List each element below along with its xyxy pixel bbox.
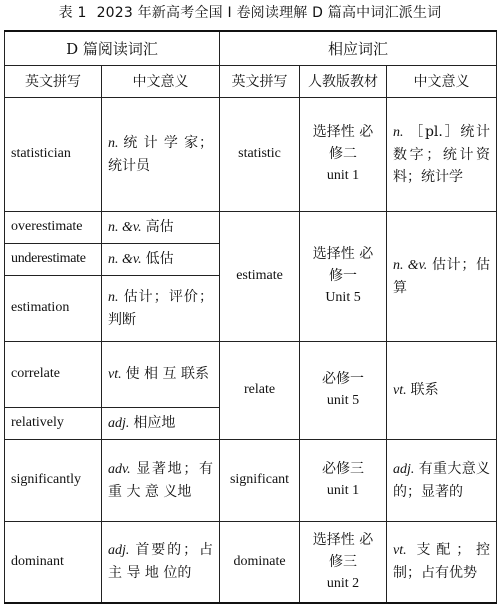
reading-word: significantly bbox=[5, 439, 102, 521]
textbook-book: 必修一 bbox=[322, 371, 365, 387]
pos-label: adj. bbox=[393, 461, 415, 477]
textbook-unit: unit 2 bbox=[326, 575, 360, 591]
textbook-cell bbox=[300, 211, 387, 341]
textbook-unit: Unit 5 bbox=[325, 290, 361, 305]
meaning-text: 显著地；有 重 大 意 义地 bbox=[108, 460, 214, 500]
reading-meaning bbox=[102, 211, 220, 243]
meaning-text: 使 相 互 联系 bbox=[125, 365, 209, 382]
table-row bbox=[5, 211, 497, 243]
reading-word: underestimate bbox=[5, 243, 102, 275]
meaning-text: 支配；控制；占有优势 bbox=[393, 542, 491, 582]
reading-meaning bbox=[102, 521, 220, 603]
meaning-text: 估计；估算 bbox=[393, 256, 491, 296]
table-row bbox=[5, 341, 497, 407]
textbook-cell bbox=[300, 97, 387, 211]
pos-label: vt. bbox=[108, 366, 122, 382]
table-row bbox=[5, 97, 497, 211]
pos-label: adv. bbox=[108, 461, 131, 477]
pos-label: n. &v. bbox=[108, 251, 142, 267]
related-meaning bbox=[387, 211, 497, 341]
col-header-english-2: 英文拼写 bbox=[220, 65, 300, 97]
textbook-unit: unit 1 bbox=[326, 483, 360, 498]
related-word: statistic bbox=[220, 97, 300, 211]
reading-word: estimation bbox=[5, 275, 102, 341]
meaning-text: 有重大意义的；显著的 bbox=[393, 460, 491, 500]
reading-meaning bbox=[102, 97, 220, 211]
pos-label: n. &v. bbox=[393, 257, 428, 273]
reading-word: correlate bbox=[5, 341, 102, 407]
group-header-related: 相应词汇 bbox=[220, 31, 497, 65]
textbook-book: 选择性 必修一 bbox=[312, 246, 374, 284]
pos-label: adj. bbox=[108, 415, 130, 431]
meaning-text: ［pl.］统计数字；统计资料；统计学 bbox=[393, 123, 491, 185]
col-header-meaning-2: 中文意义 bbox=[387, 65, 497, 97]
related-meaning bbox=[387, 97, 497, 211]
reading-meaning bbox=[102, 439, 220, 521]
related-meaning bbox=[387, 341, 497, 439]
related-word: dominate bbox=[220, 521, 300, 603]
reading-word: overestimate bbox=[5, 211, 102, 243]
pos-label: vt. bbox=[393, 382, 407, 398]
meaning-text: 相应地 bbox=[133, 414, 176, 431]
reading-word: dominant bbox=[5, 521, 102, 603]
table-number: 表 1 bbox=[58, 5, 87, 21]
related-meaning bbox=[387, 521, 497, 603]
related-word: estimate bbox=[220, 211, 300, 341]
table-row bbox=[5, 521, 497, 603]
related-meaning bbox=[387, 439, 497, 521]
pos-label: adj. bbox=[108, 543, 130, 559]
pos-label: n. bbox=[108, 135, 119, 151]
col-header-textbook: 人教版教材 bbox=[300, 65, 387, 97]
meaning-text: 低估 bbox=[145, 250, 174, 267]
vocabulary-table bbox=[4, 30, 497, 604]
table-row bbox=[5, 439, 497, 521]
meaning-text: 统 计 学 家；统计员 bbox=[108, 134, 214, 174]
reading-meaning bbox=[102, 407, 220, 439]
textbook-cell bbox=[300, 521, 387, 603]
col-header-meaning: 中文意义 bbox=[102, 65, 220, 97]
pos-label: vt. bbox=[393, 543, 407, 559]
textbook-unit: unit 1 bbox=[326, 168, 360, 183]
meaning-text: 估计；评价；判断 bbox=[108, 288, 214, 328]
column-header-row bbox=[5, 65, 497, 97]
reading-word: statistician bbox=[5, 97, 102, 211]
pos-label: n. bbox=[108, 289, 119, 305]
pos-label: n. bbox=[393, 124, 404, 140]
textbook-book: 选择性 必修三 bbox=[312, 531, 374, 570]
meaning-text: 首要的；占 主 导 地 位的 bbox=[108, 542, 214, 582]
col-header-english: 英文拼写 bbox=[5, 65, 102, 97]
textbook-unit: unit 5 bbox=[326, 393, 360, 408]
reading-meaning bbox=[102, 243, 220, 275]
related-word: significant bbox=[220, 439, 300, 521]
group-header-row bbox=[5, 31, 497, 65]
group-header-reading: D 篇阅读词汇 bbox=[5, 31, 220, 65]
reading-meaning bbox=[102, 275, 220, 341]
textbook-book: 必修三 bbox=[322, 461, 365, 477]
meaning-text: 联系 bbox=[410, 381, 439, 398]
textbook-cell bbox=[300, 439, 387, 521]
table-caption bbox=[0, 0, 500, 28]
related-word: relate bbox=[220, 341, 300, 439]
reading-word: relatively bbox=[5, 407, 102, 439]
meaning-text: 高估 bbox=[145, 218, 174, 235]
textbook-cell bbox=[300, 341, 387, 439]
pos-label: n. &v. bbox=[108, 219, 142, 235]
textbook-book: 选择性 必修二 bbox=[312, 124, 374, 162]
reading-meaning bbox=[102, 341, 220, 407]
table-title: 2023 年新高考全国 I 卷阅读理解 D 篇高中词汇派生词 bbox=[96, 5, 442, 21]
